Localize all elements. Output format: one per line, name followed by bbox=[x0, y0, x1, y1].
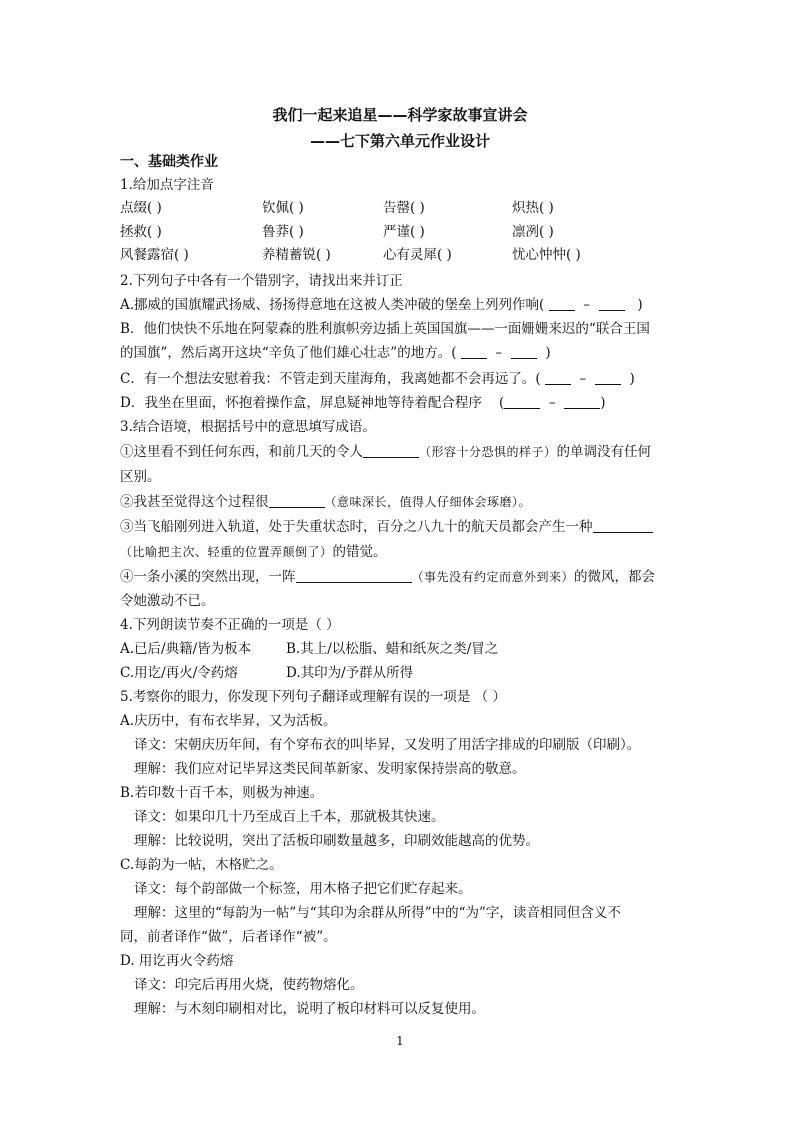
pinyin-item: 严谨( ) bbox=[383, 224, 425, 240]
question-4-options-ab: A.已后/典籍/皆为板本 B.其上/以松脂、蜡和纸灰之类/冒之 bbox=[120, 641, 499, 657]
pinyin-item: 点缀( ) bbox=[120, 200, 162, 216]
answer-blank[interactable] bbox=[564, 394, 600, 409]
question-3-item-1-cont: 区别。 bbox=[120, 469, 161, 485]
answer-blank[interactable] bbox=[511, 344, 537, 359]
question-4-stem: 4.下列朗读节奏不正确的一项是（ ） bbox=[120, 617, 340, 633]
question-1-stem: 1.给加点字注音 bbox=[120, 177, 214, 193]
answer-blank[interactable] bbox=[545, 370, 571, 385]
answer-blank[interactable] bbox=[363, 443, 419, 458]
section-heading: 一、基础类作业 bbox=[120, 154, 218, 170]
pinyin-item: 风餐露宿( ) bbox=[120, 247, 189, 263]
question-5-stem: 5.考察你的眼力，你发现下列句子翻译或理解有误的一项是 （ ） bbox=[120, 689, 506, 705]
pinyin-item: 钦佩( ) bbox=[262, 200, 304, 216]
question-2-option-d: D．我坐在里面，怀抱着操作盒，屏息疑神地等待着配合程序 ( – ) bbox=[120, 395, 606, 411]
question-3-item-4-cont: 令她激动不已。 bbox=[120, 593, 215, 609]
pinyin-item: 养精蓄锐( ) bbox=[262, 247, 331, 263]
question-2-option-c: C．有一个想法安慰着我：不管走到天崖海角，我离她都不会再远了。( – ) bbox=[120, 371, 635, 387]
understanding-text: 理解：比较说明，突出了活板印刷数量越多，印刷效能越高的优势。 bbox=[134, 833, 539, 849]
question-2-option-a: A.挪威的国旗耀武扬威、扬扬得意地在这被人类冲破的堡垒上列列作响( – ) bbox=[120, 297, 643, 313]
answer-blank[interactable] bbox=[549, 296, 575, 311]
pinyin-item: 炽热( ) bbox=[512, 200, 554, 216]
understanding-text: 理解：这里的“每韵为一帖”与“其印为余群从所得”中的“为”字，读音相同但含义不 bbox=[134, 905, 621, 921]
translation-text: 译文：印完后再用火烧，使药物熔化。 bbox=[134, 977, 364, 993]
answer-blank[interactable] bbox=[504, 394, 540, 409]
page-title: 我们一起来追星——科学家故事宣讲会 bbox=[272, 106, 528, 124]
question-3-stem: 3.结合语境，根据括号中的意思填写成语。 bbox=[120, 419, 376, 435]
answer-blank[interactable] bbox=[269, 493, 325, 508]
translation-text: 译文：如果印几十乃至成百上千本，那就极其快速。 bbox=[134, 809, 445, 825]
question-5-option-b: B.若印数十百千本，则极为神速。 bbox=[120, 785, 324, 801]
pinyin-item: 心有灵犀( ) bbox=[383, 247, 452, 263]
page-subtitle: ——七下第六单元作业设计 bbox=[309, 132, 490, 150]
pinyin-item: 凛冽( ) bbox=[512, 224, 554, 240]
question-4-options-cd: C.用讫/再火/令药熔 D.其印为/予群从所得 bbox=[120, 665, 414, 681]
question-5-option-c: C.每韵为一帖，木格贮之。 bbox=[120, 857, 283, 873]
answer-blank[interactable] bbox=[599, 296, 625, 311]
pinyin-item: 鲁莽( ) bbox=[262, 224, 304, 240]
answer-blank[interactable] bbox=[595, 370, 621, 385]
question-3-item-2: ②我甚至觉得这个过程很 （意味深长，值得人仔细体会琢磨）。 bbox=[120, 494, 532, 510]
question-3-item-4: ④一条小溪的突然出现，一阵 （事先没有约定而意外到来）的微风，都会 bbox=[120, 569, 656, 585]
question-5-option-d: D. 用讫再火令药熔 bbox=[120, 953, 234, 969]
pinyin-item: 忧心忡忡( ) bbox=[512, 247, 581, 263]
question-3-item-3-cont: （比喻把主次、轻重的位置弄颠倒了）的错觉。 bbox=[120, 544, 387, 560]
understanding-text-cont: 同，前者译作“做”，后者译作“被”。 bbox=[120, 929, 337, 945]
answer-blank[interactable] bbox=[296, 568, 412, 583]
pinyin-item: 拯救( ) bbox=[120, 224, 162, 240]
translation-text: 译文：每个韵部做一个标签，用木格子把它们贮存起来。 bbox=[134, 881, 472, 897]
question-2-option-b: B．他们快快不乐地在阿蒙森的胜利旗帜旁边插上英国国旗——一面姗姗来迟的“联合王国 bbox=[120, 321, 650, 337]
answer-blank[interactable] bbox=[461, 344, 487, 359]
question-3-item-1: ①这里看不到任何东西，和前几天的令人 （形容十分恐惧的样子）的单调没有任何 bbox=[120, 444, 652, 460]
page-number: 1 bbox=[396, 1034, 404, 1048]
understanding-text: 理解：与木刻印刷相对比，说明了板印材料可以反复使用。 bbox=[134, 1001, 485, 1017]
answer-blank[interactable] bbox=[593, 518, 653, 533]
question-5-option-a: A.庆历中，有布衣毕昇，又为活板。 bbox=[120, 713, 337, 729]
pinyin-item: 告罄( ) bbox=[383, 200, 425, 216]
understanding-text: 理解：我们应对记毕昇这类民间革新家、发明家保持崇高的敬意。 bbox=[134, 761, 526, 777]
question-2-stem: 2.下列句子中各有一个错别字，请找出来并订正 bbox=[120, 273, 403, 289]
question-3-item-3: ③当飞船刚列进入轨道，处于失重状态时，百分之八九十的航天员都会产生一种 bbox=[120, 518, 653, 536]
translation-text: 译文：宋朝庆历年间，有个穿布衣的叫毕昇，又发明了用活字排成的印刷版（印刷）。 bbox=[134, 737, 641, 753]
question-2-option-b-cont: 的国旗”，然后离开这块“辛负了他们雄心壮志”的地方。( – ) bbox=[120, 345, 551, 361]
